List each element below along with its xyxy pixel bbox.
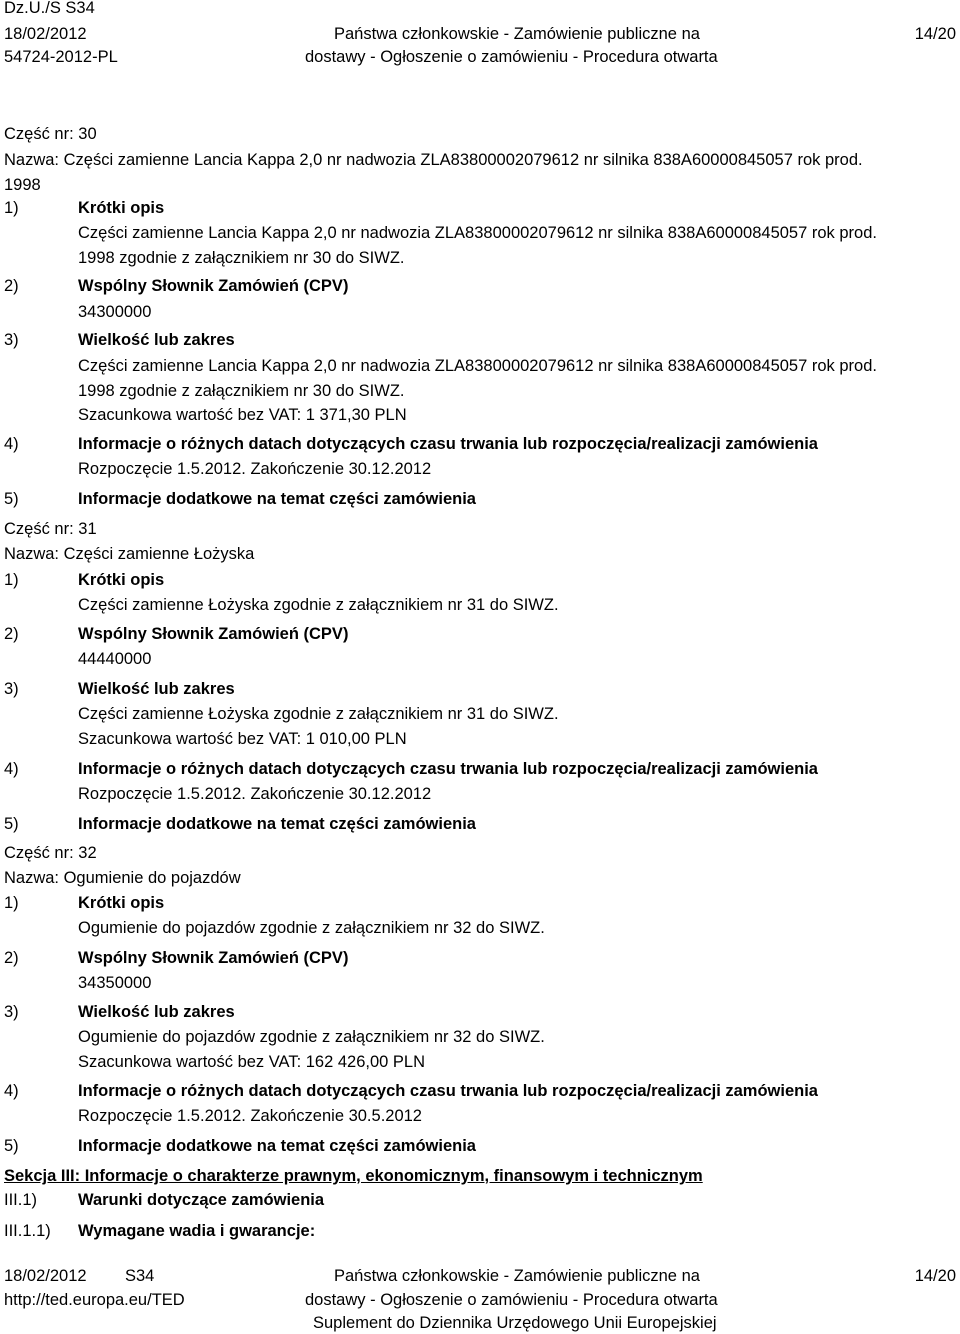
short-description-heading: Krótki opis <box>78 894 165 912</box>
footer-date: 18/02/2012 <box>4 1267 87 1285</box>
item-number: 4) <box>4 435 19 453</box>
part-name: Nazwa: Części zamienne Lancia Kappa 2,0 nr nadwozia ZLA83800002079612 nr silnika 838A60000845057 rok prod. <box>4 151 863 169</box>
short-description-cont: 1998 zgodnie z załącznikiem nr 30 do SIWZ. <box>78 249 405 267</box>
item-number: 2) <box>4 277 19 295</box>
dates-heading: Informacje o różnych datach dotyczących czasu trwania lub rozpoczęcia/realizacji zamówienia <box>78 435 818 453</box>
part-number: Część nr: 30 <box>4 125 97 143</box>
header-ref: 54724-2012-PL <box>4 48 118 66</box>
item-number: 3) <box>4 680 19 698</box>
item-number: 5) <box>4 1137 19 1155</box>
scope-text: Części zamienne Łożyska zgodnie z załącznikiem nr 31 do SIWZ. <box>78 705 559 723</box>
additional-info-heading: Informacje dodatkowe na temat części zamówienia <box>78 815 476 833</box>
cpv-code: 34300000 <box>78 303 152 321</box>
cpv-heading: Wspólny Słownik Zamówień (CPV) <box>78 625 349 643</box>
dates-text: Rozpoczęcie 1.5.2012. Zakończenie 30.12.2012 <box>78 460 432 478</box>
scope-text-cont: 1998 zgodnie z załącznikiem nr 30 do SIWZ. <box>78 382 405 400</box>
scope-heading: Wielkość lub zakres <box>78 331 235 349</box>
section-3-1-heading: Warunki dotyczące zamówienia <box>78 1191 325 1209</box>
part-name: Nazwa: Części zamienne Łożyska <box>4 545 255 563</box>
section-3-1-1-heading: Wymagane wadia i gwarancje: <box>78 1222 316 1240</box>
cpv-heading: Wspólny Słownik Zamówień (CPV) <box>78 949 349 967</box>
estimated-value: Szacunkowa wartość bez VAT: 1 371,30 PLN <box>78 406 407 424</box>
part-name-cont: 1998 <box>4 176 41 194</box>
footer-issue: S34 <box>125 1267 155 1285</box>
dates-text: Rozpoczęcie 1.5.2012. Zakończenie 30.5.2012 <box>78 1107 422 1125</box>
footer-title-line1: Państwa członkowskie - Zamówienie publiczne na <box>334 1267 700 1285</box>
header-page: 14/20 <box>914 25 956 43</box>
scope-text: Części zamienne Lancia Kappa 2,0 nr nadwozia ZLA83800002079612 nr silnika 838A60000845057 rok prod. <box>78 357 877 375</box>
dates-heading: Informacje o różnych datach dotyczących czasu trwania lub rozpoczęcia/realizacji zamówienia <box>78 760 818 778</box>
additional-info-heading: Informacje dodatkowe na temat części zamówienia <box>78 490 476 508</box>
header-title-line2: dostawy - Ogłoszenie o zamówieniu - Procedura otwarta <box>305 48 718 66</box>
short-description-heading: Krótki opis <box>78 199 165 217</box>
item-number: 5) <box>4 815 19 833</box>
header-journal: Dz.U./S S34 <box>4 0 95 17</box>
item-number: 5) <box>4 490 19 508</box>
item-number: 3) <box>4 331 19 349</box>
estimated-value: Szacunkowa wartość bez VAT: 1 010,00 PLN <box>78 730 407 748</box>
item-number: 4) <box>4 1082 19 1100</box>
footer-page: 14/20 <box>914 1267 956 1285</box>
header-date: 18/02/2012 <box>4 25 87 43</box>
item-number: 3) <box>4 1003 19 1021</box>
item-number: 1) <box>4 894 19 912</box>
scope-heading: Wielkość lub zakres <box>78 1003 235 1021</box>
short-description-heading: Krótki opis <box>78 571 165 589</box>
part-name: Nazwa: Ogumienie do pojazdów <box>4 869 241 887</box>
dates-heading: Informacje o różnych datach dotyczących czasu trwania lub rozpoczęcia/realizacji zamówienia <box>78 1082 818 1100</box>
item-number: 2) <box>4 949 19 967</box>
footer-url[interactable]: http://ted.europa.eu/TED <box>4 1291 185 1309</box>
section-3-1-1-number: III.1.1) <box>4 1222 51 1240</box>
section-3-title: Sekcja III: Informacje o charakterze prawnym, ekonomicznym, finansowym i technicznym <box>4 1167 703 1185</box>
short-description: Części zamienne Łożyska zgodnie z załącznikiem nr 31 do SIWZ. <box>78 596 559 614</box>
section-3-1-number: III.1) <box>4 1191 38 1209</box>
part-number: Część nr: 32 <box>4 844 97 862</box>
dates-text: Rozpoczęcie 1.5.2012. Zakończenie 30.12.2012 <box>78 785 432 803</box>
scope-text: Ogumienie do pojazdów zgodnie z załącznikiem nr 32 do SIWZ. <box>78 1028 545 1046</box>
cpv-code: 44440000 <box>78 650 152 668</box>
cpv-heading: Wspólny Słownik Zamówień (CPV) <box>78 277 349 295</box>
scope-heading: Wielkość lub zakres <box>78 680 235 698</box>
item-number: 1) <box>4 199 19 217</box>
item-number: 2) <box>4 625 19 643</box>
footer-title-line3: Suplement do Dziennika Urzędowego Unii Europejskiej <box>313 1314 717 1332</box>
item-number: 4) <box>4 760 19 778</box>
part-number: Część nr: 31 <box>4 520 97 538</box>
header-title-line1: Państwa członkowskie - Zamówienie publiczne na <box>334 25 700 43</box>
additional-info-heading: Informacje dodatkowe na temat części zamówienia <box>78 1137 476 1155</box>
short-description: Ogumienie do pojazdów zgodnie z załącznikiem nr 32 do SIWZ. <box>78 919 545 937</box>
short-description: Części zamienne Lancia Kappa 2,0 nr nadwozia ZLA83800002079612 nr silnika 838A60000845057 rok prod. <box>78 224 877 242</box>
estimated-value: Szacunkowa wartość bez VAT: 162 426,00 PLN <box>78 1053 425 1071</box>
item-number: 1) <box>4 571 19 589</box>
cpv-code: 34350000 <box>78 974 152 992</box>
footer-title-line2: dostawy - Ogłoszenie o zamówieniu - Procedura otwarta <box>305 1291 718 1309</box>
